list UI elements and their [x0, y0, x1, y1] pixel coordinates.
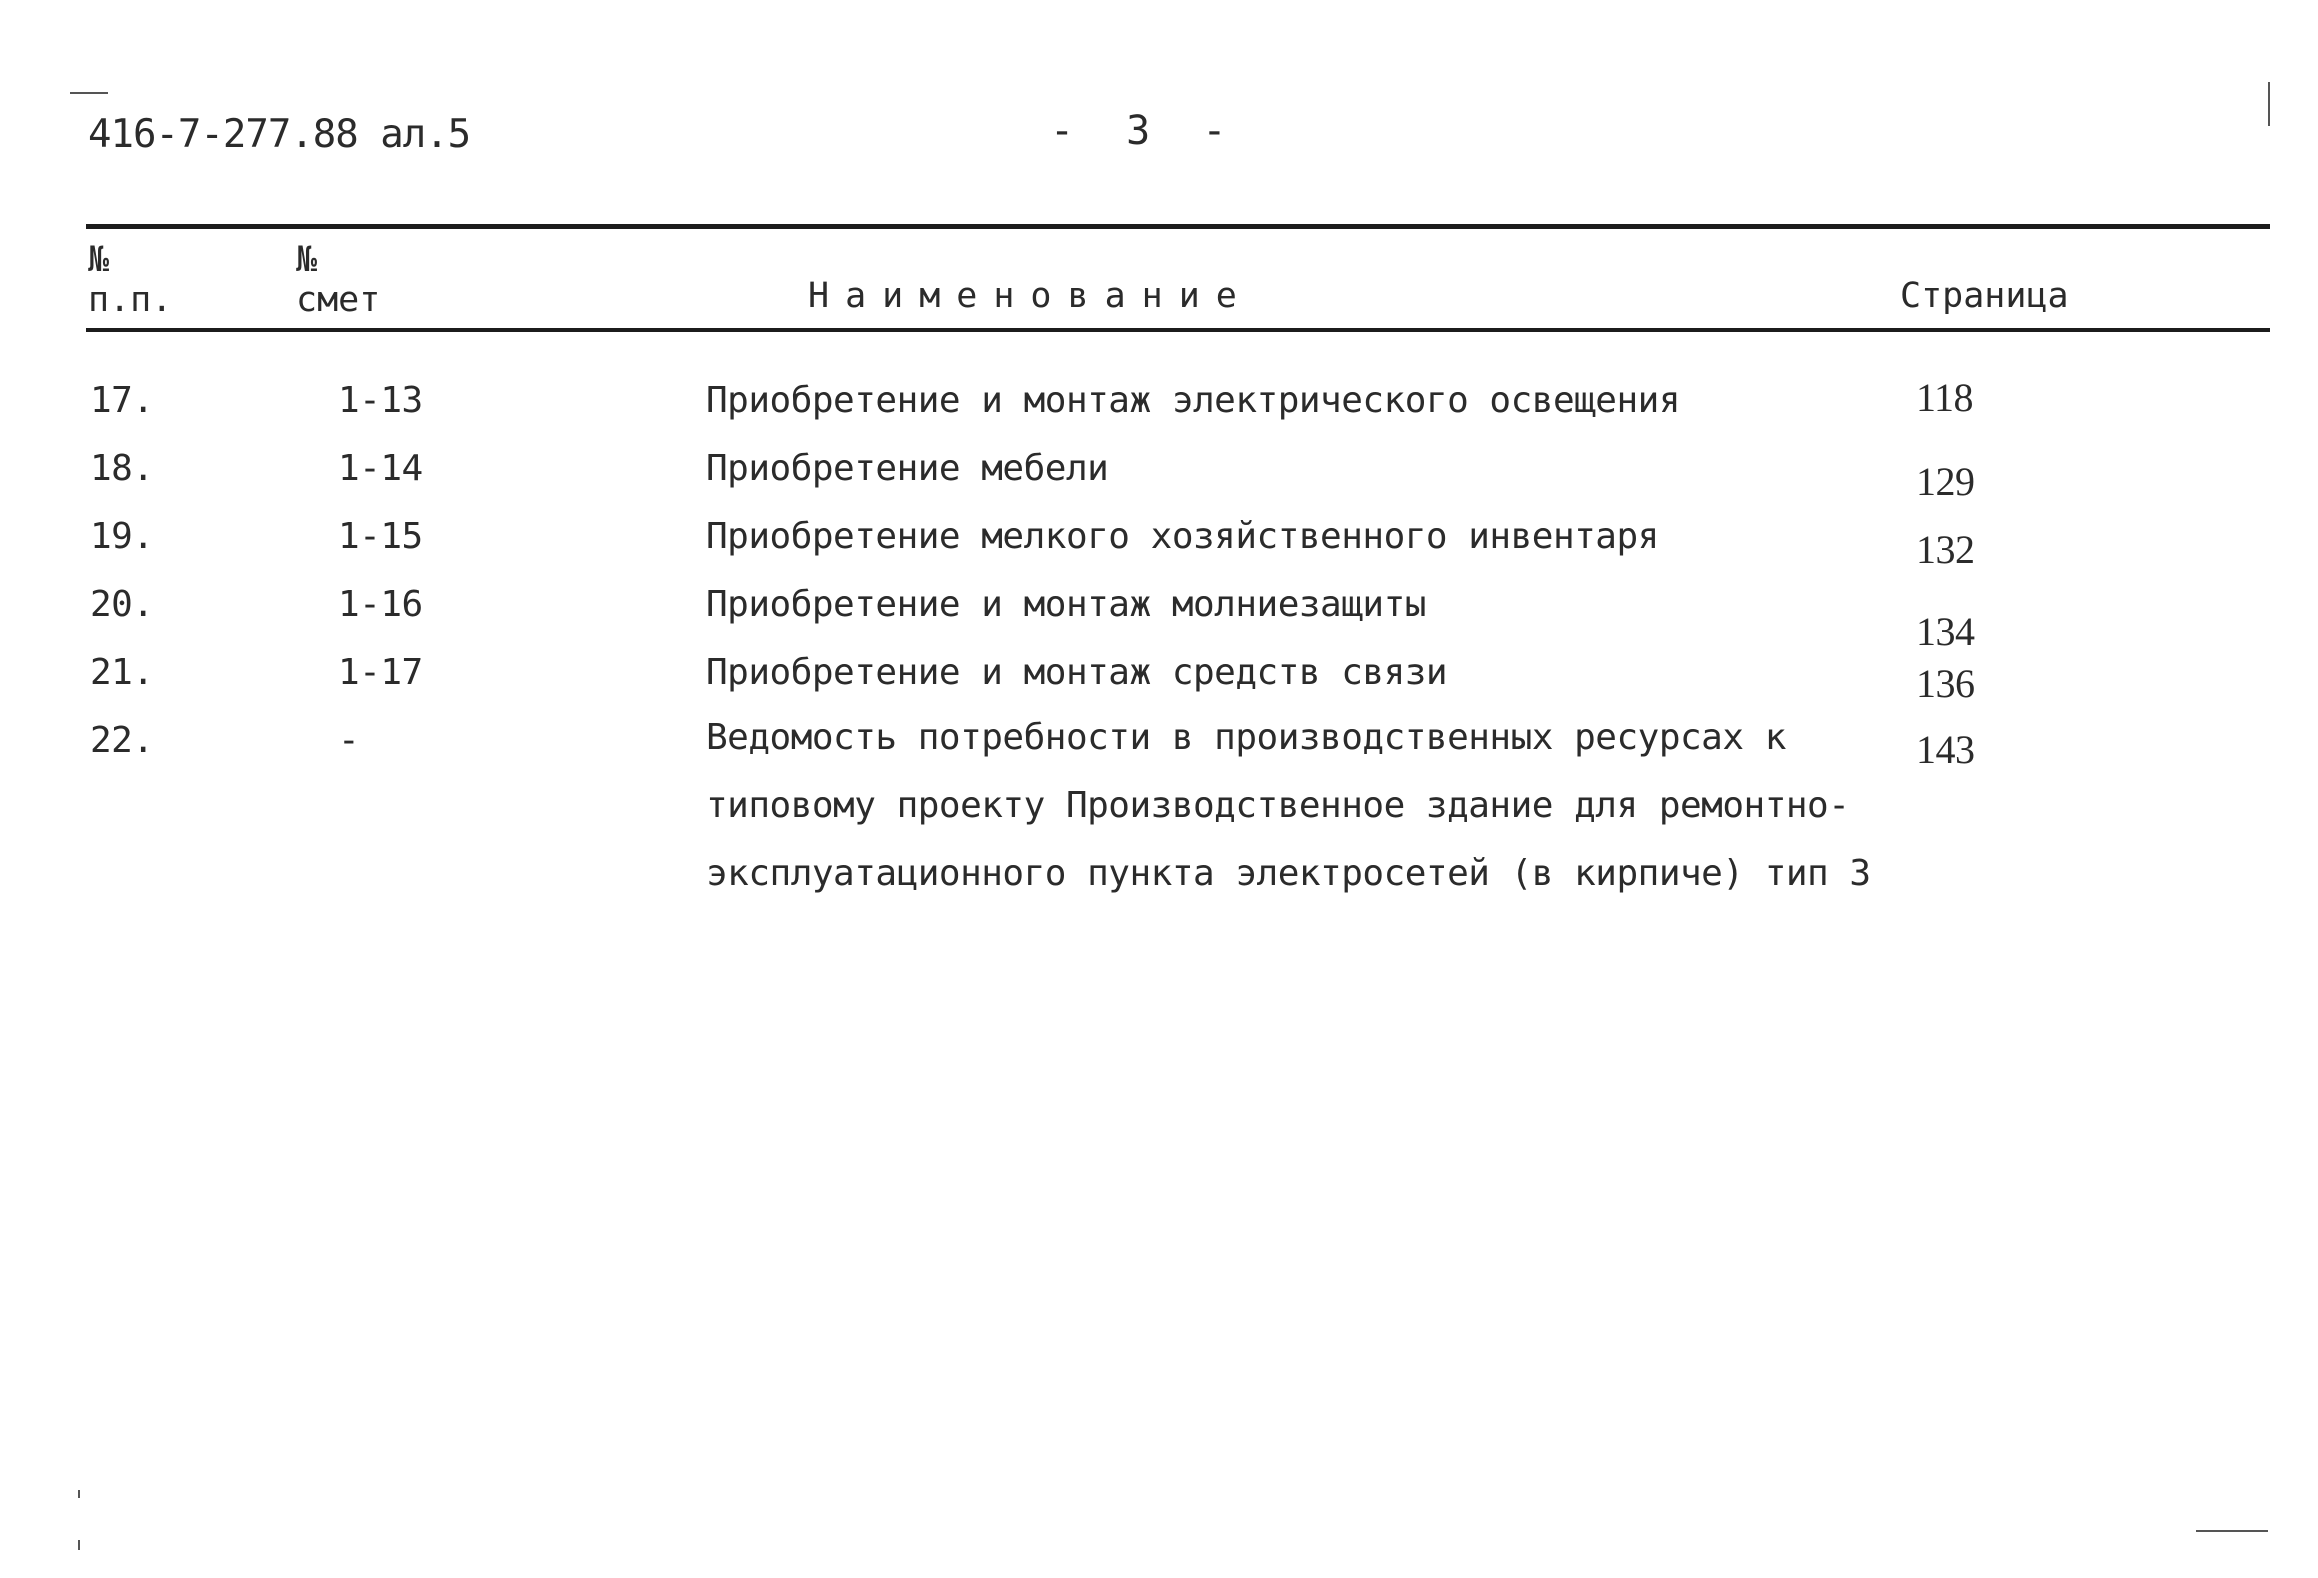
row-name-line: эксплуатационного пункта электросетей (в кирпиче) тип 3: [706, 853, 1871, 894]
column-header-estimate-label: смет: [296, 280, 381, 320]
row-page: 134: [1916, 609, 1975, 654]
column-header-number-label: п.п.: [88, 280, 173, 320]
row-estimate: 1-17: [338, 652, 423, 693]
row-name: Приобретение и монтаж молниезащиты: [706, 584, 1426, 625]
table-header-rule: [86, 328, 2270, 332]
scan-mark: [70, 92, 108, 94]
row-estimate: -: [338, 720, 360, 761]
scan-mark: [2268, 82, 2270, 126]
row-number: 19.: [90, 516, 154, 557]
page-number: - 3 -: [1050, 108, 1241, 154]
document-code: 416-7-277.88 ал.5: [88, 112, 471, 157]
row-name-line: типовому проекту Производственное здание для ремонтно-: [706, 785, 1850, 826]
row-name: [706, 704, 1871, 908]
row-number: 22.: [90, 720, 154, 761]
row-page: 118: [1916, 375, 1974, 420]
row-number: 18.: [90, 448, 154, 489]
row-number: 17.: [90, 380, 154, 421]
row-estimate: 1-13: [338, 380, 423, 421]
row-number: 21.: [90, 652, 154, 693]
scan-mark: [78, 1540, 80, 1550]
column-header-estimate-sign: №: [296, 240, 318, 280]
row-estimate: 1-15: [338, 516, 423, 557]
row-page: 143: [1916, 727, 1975, 772]
row-name: Приобретение и монтаж электрического освещения: [706, 380, 1680, 421]
row-name: Приобретение и монтаж средств связи: [706, 652, 1448, 693]
scan-mark: [78, 1490, 80, 1498]
column-header-page: Страница: [1900, 276, 2069, 316]
row-page: 136: [1916, 661, 1975, 706]
column-header-number-sign: №: [88, 240, 110, 280]
column-header-estimate: [296, 240, 380, 320]
scan-mark: [2196, 1530, 2268, 1532]
row-name: Приобретение мелкого хозяйственного инвентаря: [706, 516, 1659, 557]
row-name: Приобретение мебели: [706, 448, 1109, 489]
row-estimate: 1-14: [338, 448, 423, 489]
column-header-name: Наименование: [808, 276, 1253, 316]
row-name-line: Ведомость потребности в производственных ресурсах к: [706, 717, 1786, 758]
table-top-rule: [86, 224, 2270, 229]
row-number: 20.: [90, 584, 154, 625]
row-estimate: 1-16: [338, 584, 423, 625]
row-page: 132: [1916, 527, 1975, 572]
row-page: 129: [1916, 459, 1975, 504]
column-header-number: [88, 240, 172, 320]
